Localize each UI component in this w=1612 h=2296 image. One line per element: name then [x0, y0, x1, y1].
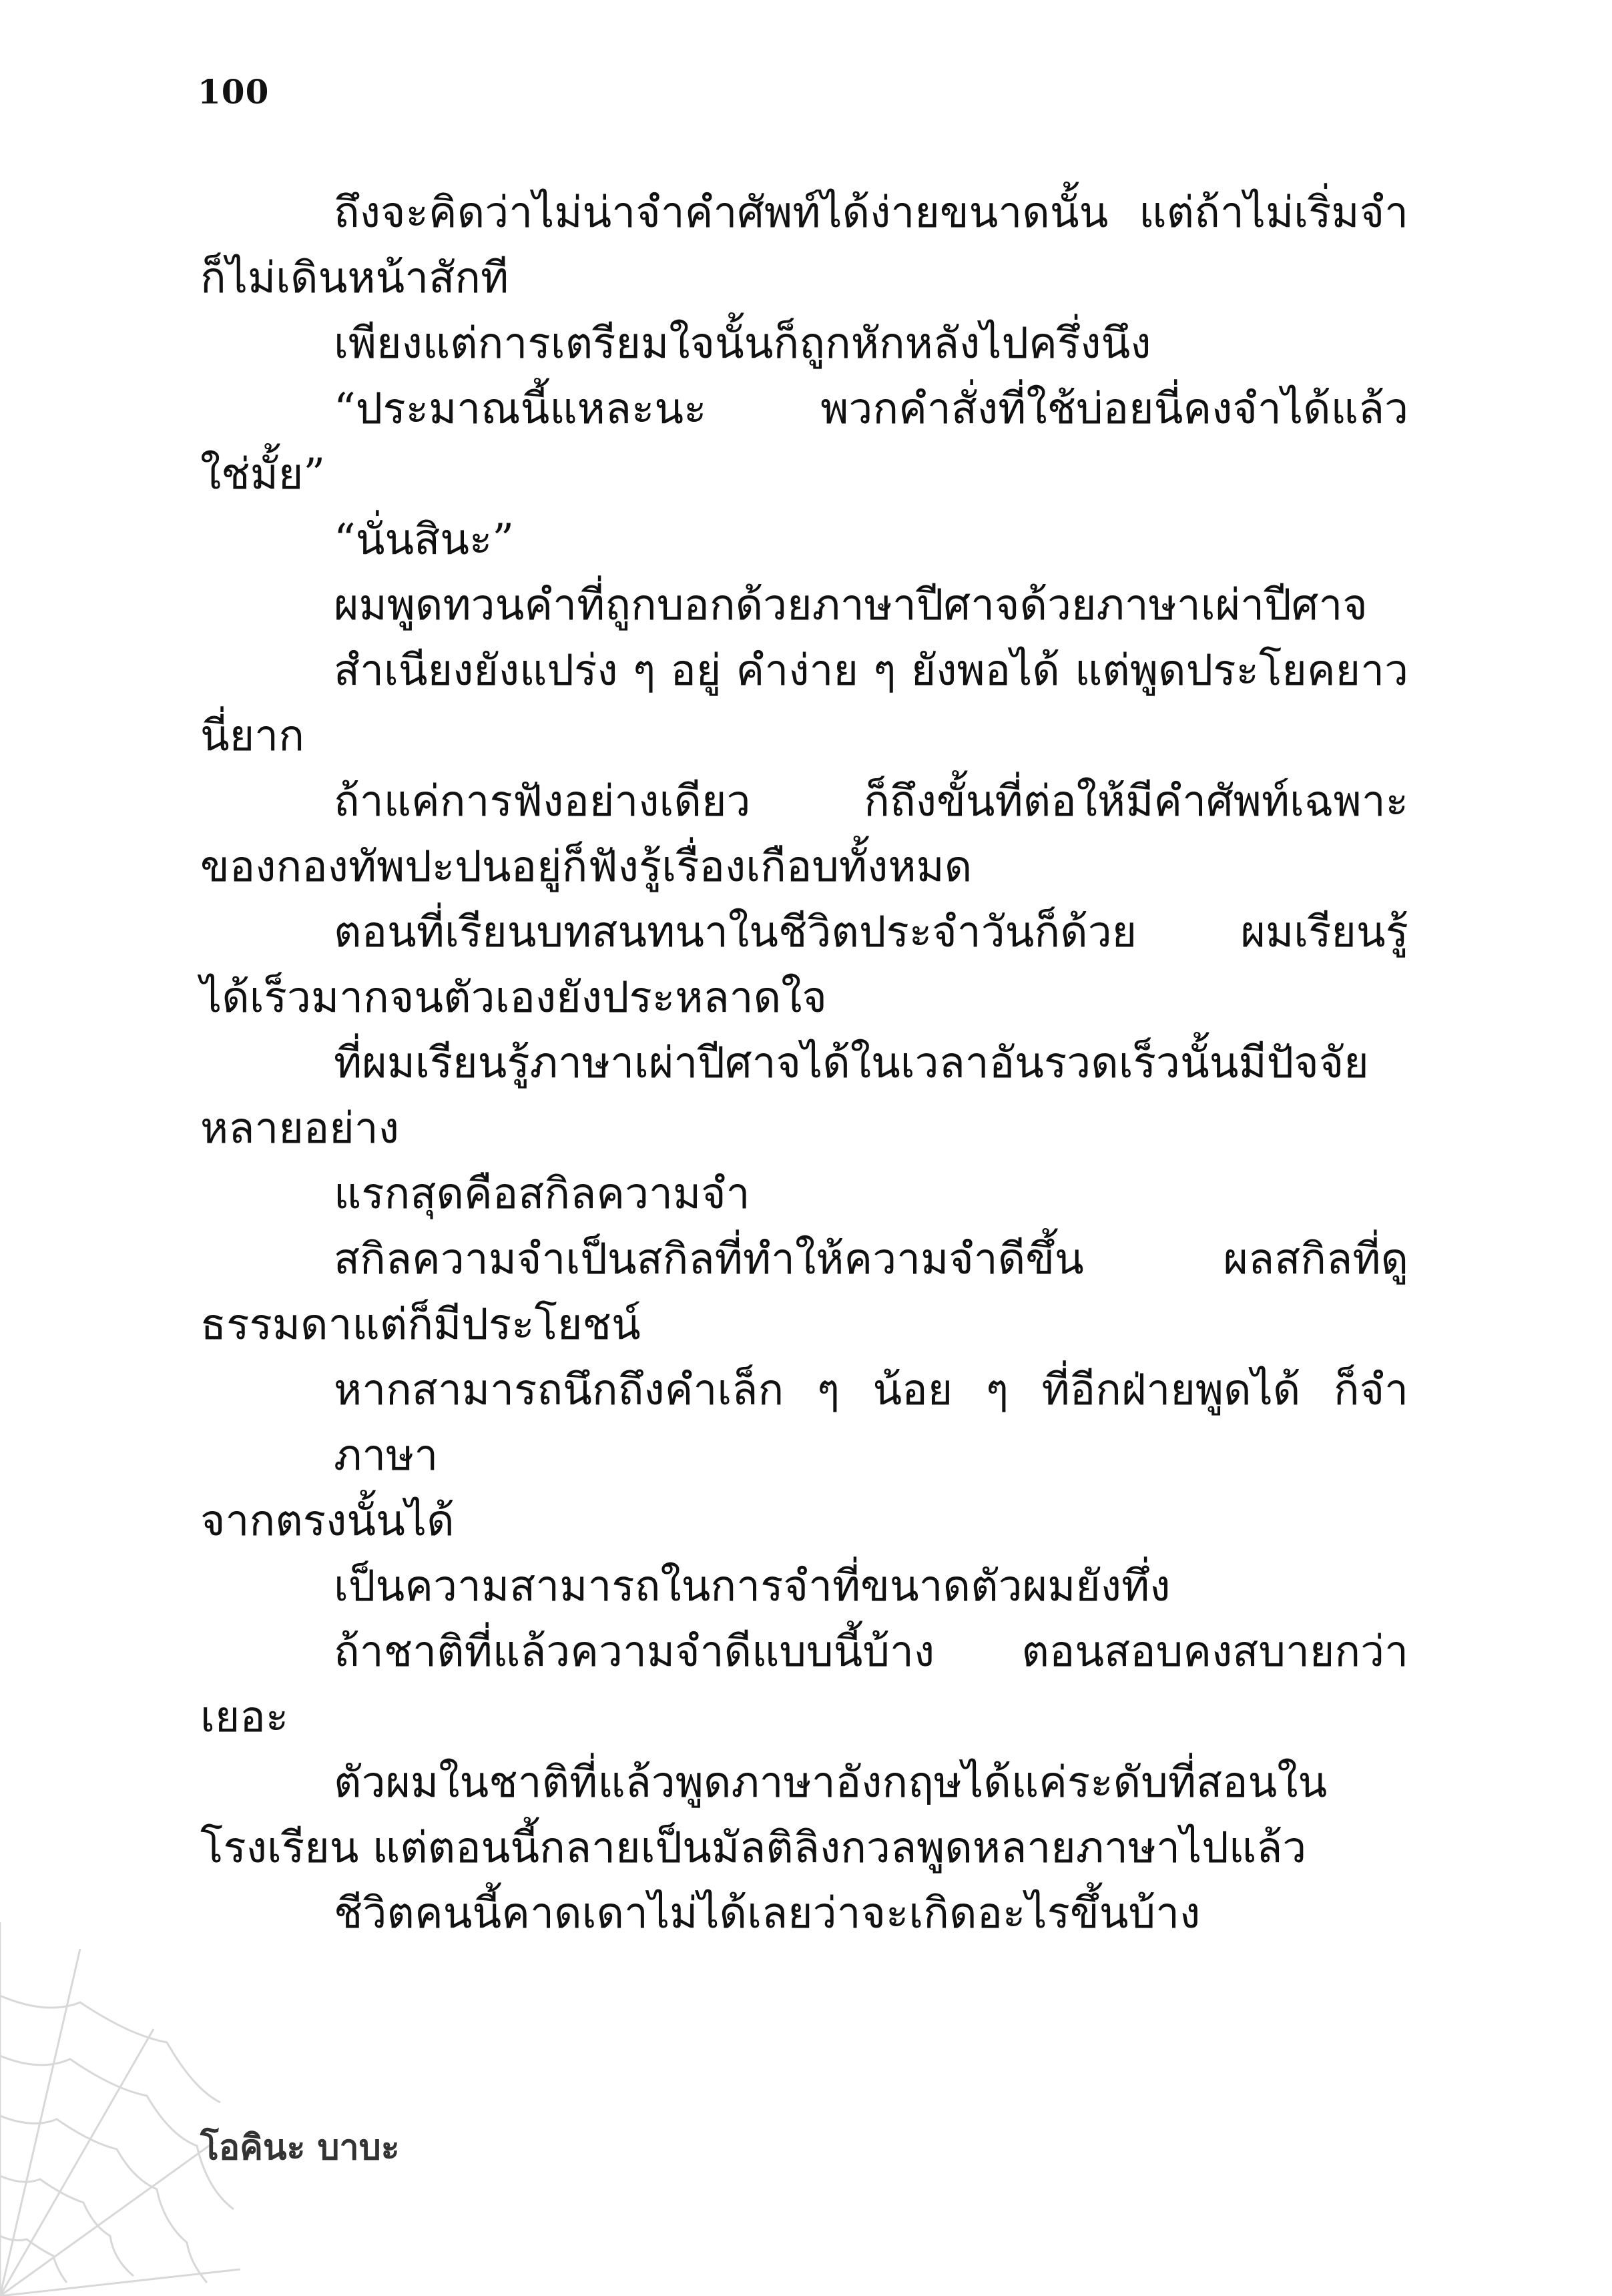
- paragraph: [200, 1750, 1408, 1881]
- paragraph-line: ผมพูดทวนคำที่ถูกบอกด้วยภาษาปีศาจด้วยภาษาเผ่าปีศาจ: [334, 581, 1368, 630]
- paragraph-line: ถ้าแค่การฟังอย่างเดียว ก็ถึงขั้นที่ต่อให้มีคำศัพท์เฉพาะ: [334, 777, 1408, 826]
- paragraph: [200, 1619, 1408, 1750]
- paragraph-line: ของกองทัพปะปนอยู่ก็ฟังรู้เรื่องเกือบทั้งหมด: [200, 842, 973, 892]
- paragraph-line: ตอนที่เรียนบทสนทนาในชีวิตประจำวันก็ด้วย ผมเรียนรู้: [334, 908, 1408, 957]
- paragraph-line: หลายอย่าง: [200, 1104, 399, 1153]
- page-number: 100: [198, 72, 270, 111]
- paragraph-line: ใช่มั้ย”: [200, 450, 326, 499]
- paragraph-line: ตัวผมในชาติที่แล้วพูดภาษาอังกฤษได้แค่ระดับที่สอนใน: [334, 1758, 1328, 1807]
- paragraph: [200, 507, 1408, 573]
- footer-book-title: โอคินะ บาบะ: [200, 2128, 400, 2168]
- paragraph-line: นี่ยาก: [200, 711, 304, 761]
- paragraph: [200, 769, 1408, 900]
- paragraph-line: ธรรมดาแต่ก็มีประโยชน์: [200, 1300, 641, 1350]
- spider-web-icon: [0, 1922, 240, 2296]
- paragraph-line: ได้เร็วมากจนตัวเองยังประหลาดใจ: [200, 973, 827, 1023]
- paragraph-line: ถ้าชาติที่แล้วความจำดีแบบนี้บ้าง ตอนสอบคงสบายกว่า: [334, 1627, 1408, 1677]
- paragraph-line: แรกสุดคือสกิลความจำ: [334, 1169, 750, 1219]
- paragraph-line: “ประมาณนี้แหละนะ พวกคำสั่งที่ใช้บ่อยนี่คงจำได้แล้ว: [334, 384, 1408, 434]
- paragraph: [200, 573, 1408, 638]
- paragraph: [200, 900, 1408, 1031]
- paragraph-line: “นั่นสินะ”: [334, 515, 515, 565]
- paragraph-line: สกิลความจำเป็นสกิลที่ทำให้ความจำดีขึ้น ผลสกิลที่ดู: [334, 1235, 1408, 1284]
- paragraph-line: สำเนียงยังแปร่ง ๆ อยู่ คำง่าย ๆ ยังพอได้ แต่พูดประโยคยาว: [334, 646, 1408, 695]
- paragraph: [200, 1881, 1408, 1946]
- paragraph: [200, 638, 1408, 769]
- paragraph: [200, 1554, 1408, 1619]
- paragraph: [200, 311, 1408, 376]
- paragraph: [200, 1031, 1408, 1161]
- paragraph-line: จากตรงนั้นได้: [200, 1496, 455, 1546]
- paragraph-line: เป็นความสามารถในการจำที่ขนาดตัวผมยังทึ่ง: [334, 1562, 1171, 1611]
- paragraph-line: ถึงจะคิดว่าไม่น่าจำคำศัพท์ได้ง่ายขนาดนั้น แต่ถ้าไม่เริ่มจำ: [334, 188, 1408, 238]
- paragraph-line: โรงเรียน แต่ตอนนี้กลายเป็นมัลติลิงกวลพูดหลายภาษาไปแล้ว: [200, 1823, 1307, 1873]
- paragraph-line: เพียงแต่การเตรียมใจนั้นก็ถูกหักหลังไปครึ่งนึง: [334, 319, 1151, 368]
- paragraph: [200, 180, 1408, 311]
- paragraph: [200, 1227, 1408, 1358]
- paragraph-line: ที่ผมเรียนรู้ภาษาเผ่าปีศาจได้ในเวลาอันรวดเร็วนั้นมีปัจจัย: [334, 1039, 1369, 1088]
- paragraph-line: ชีวิตคนนี้คาดเดาไม่ได้เลยว่าจะเกิดอะไรขึ้นบ้าง: [334, 1889, 1201, 1938]
- paragraph: [200, 1161, 1408, 1227]
- paragraph: [200, 376, 1408, 507]
- paragraph-line: ก็ไม่เดินหน้าสักที: [200, 254, 509, 303]
- paragraph-line: เยอะ: [200, 1693, 289, 1742]
- paragraph-line: หากสามารถนึกถึงคำเล็ก ๆ น้อย ๆ ที่อีกฝ่ายพูดได้ ก็จำภาษา: [334, 1366, 1408, 1480]
- paragraph: [200, 1358, 1408, 1554]
- body-text: [200, 180, 1408, 1946]
